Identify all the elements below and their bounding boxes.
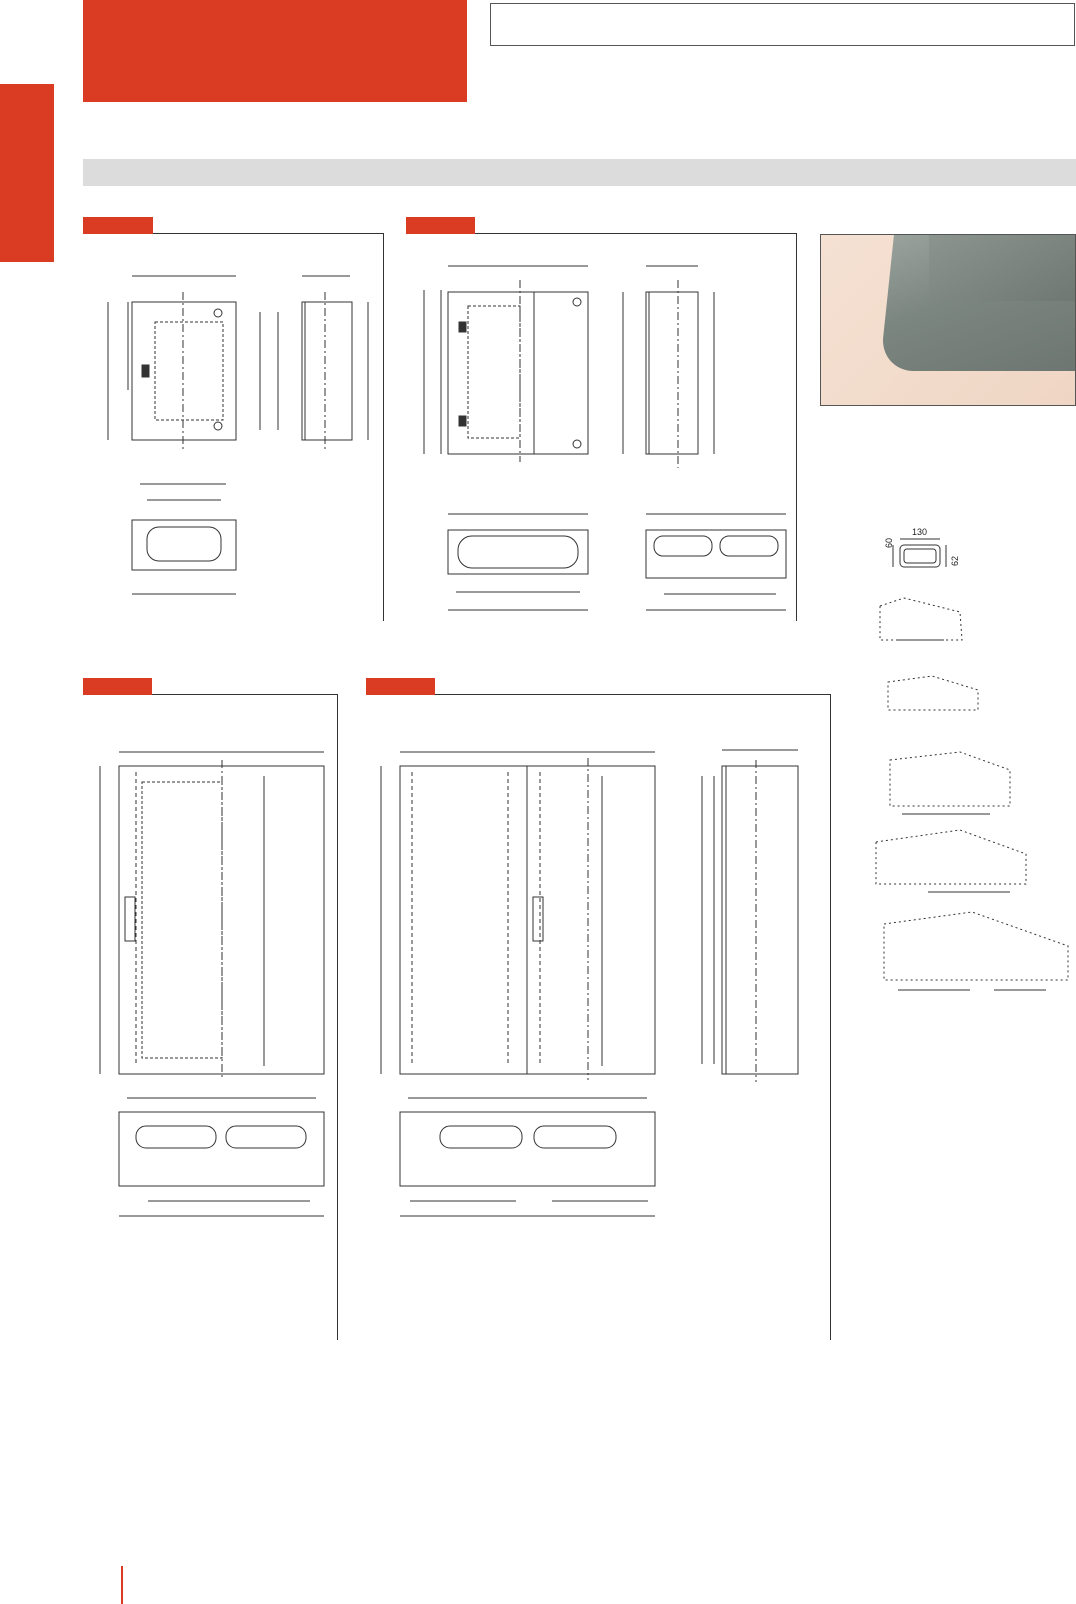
panel-2-side-view [623,266,714,468]
cutout-detail [893,539,946,567]
panel-1-bottom-view [132,484,236,594]
cutout-pattern-sketches [876,598,1068,990]
panel-2-bottom-views [448,514,786,610]
panel-4-front-view [381,752,655,1080]
panel-3-front-view [100,752,324,1080]
panel-4-bottom-view [400,1098,655,1216]
cutout-width-label: 130 [912,527,928,537]
panel-2-front-view [424,266,588,462]
panel-1-side-view [260,276,368,450]
cutout-height-left-label: 60 [884,537,894,548]
page-rule [121,1566,123,1604]
panel-3-bottom-view [119,1098,324,1216]
panel-1-front-view [108,276,236,450]
panel-4-side-view [702,750,798,1082]
cutout-height-right-label: 62 [950,555,960,566]
